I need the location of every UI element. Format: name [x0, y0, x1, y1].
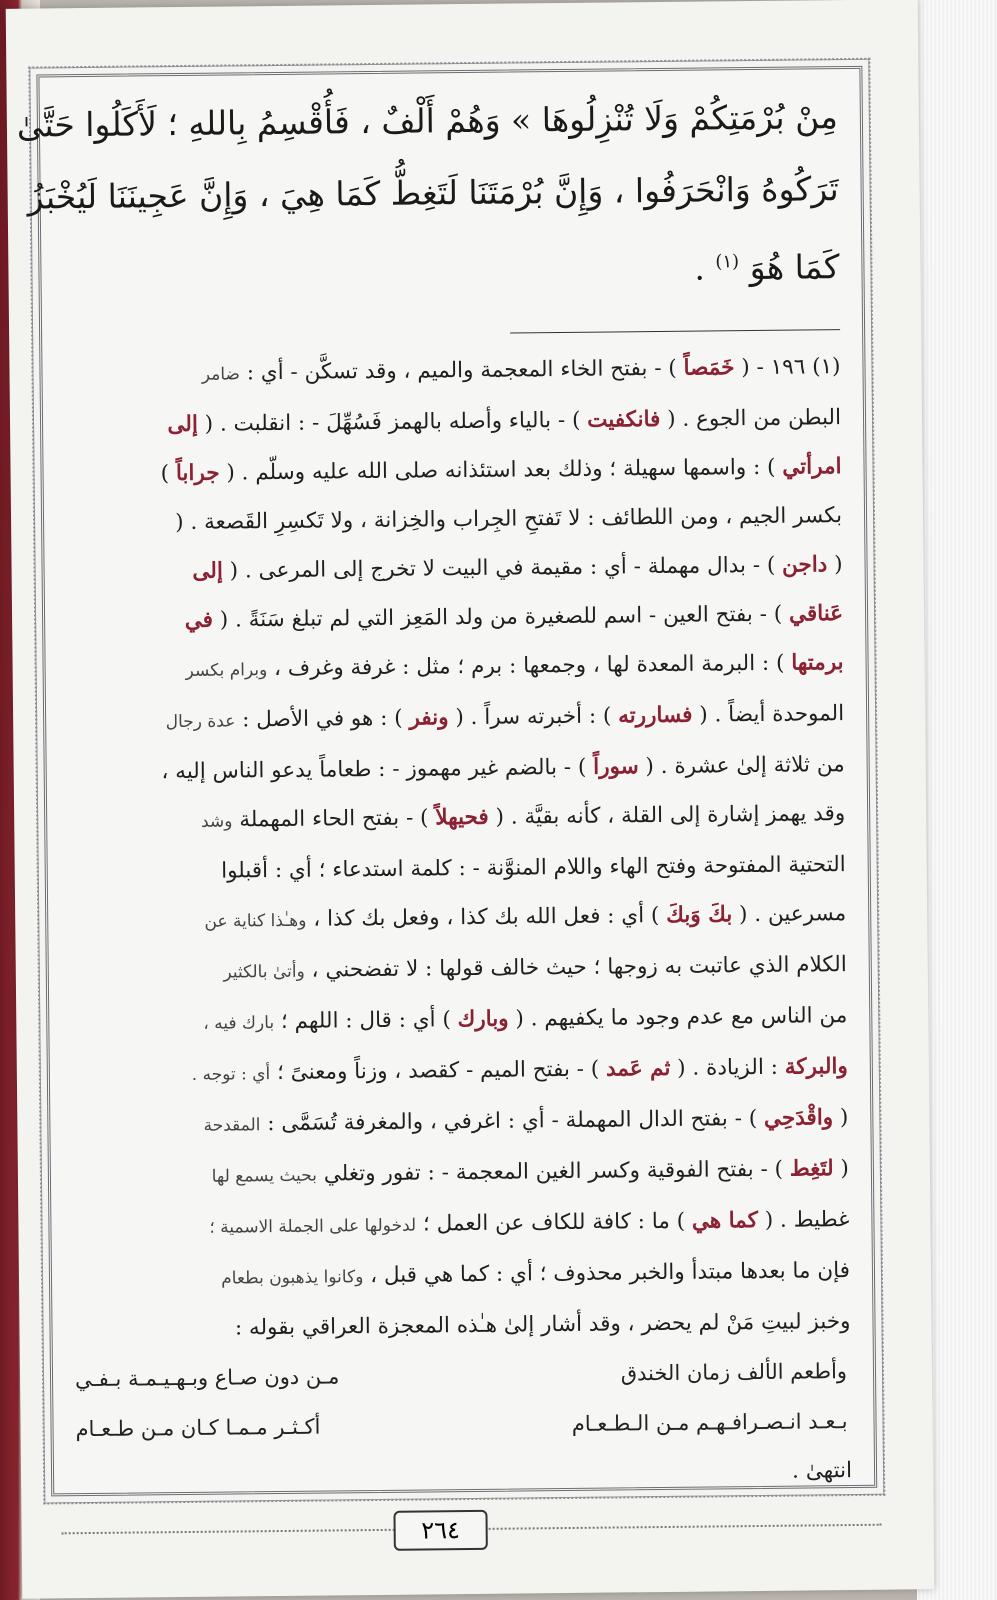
verse-1-left-hemistich: مـن دون صـاع وبـهـيـمـة بـفـي — [74, 1364, 340, 1392]
footnote-text: فإن ما بعدها مبتدأ والخبر محذوف ؛ أي : كما هي قبل ، — [363, 1258, 851, 1289]
footnote-text: ) : هو في الأصل : — [235, 705, 410, 733]
highlighted-term: عَناقي — [788, 601, 844, 627]
highlighted-term: واقْدَحِي — [763, 1105, 834, 1131]
footnote-ending: انتهىٰ . — [791, 1458, 853, 1484]
footnote-text: ) : واسمها سهيلة ؛ وذلك بعد استئذانه صلى الله عليه وسلّم . ( — [219, 454, 783, 486]
footnote-line — [61, 393, 841, 450]
footnote-line — [64, 689, 844, 748]
footnote-text: ) - بفتح الميم - كقصد ، وزناً ومعنىً ؛ — [270, 1056, 607, 1086]
highlighted-term: ونفر — [409, 705, 449, 731]
main-text-line-2: تَرَكُوهُ وَانْحَرَفُوا ، وَإِنَّ بُرْمَتَنَا لَتَغِطُّ كَمَا هِيَ ، وَإِنَّ عَجِينَنَا لَيُخْبَزُ — [27, 169, 839, 217]
highlighted-term: جراباً — [175, 460, 220, 487]
margin-text: ضامر — [201, 364, 241, 385]
footnote-line — [64, 740, 844, 797]
highlighted-term: برمتها — [791, 650, 844, 676]
footnote-line — [70, 1297, 850, 1354]
footnote-text: ) - بالياء وأصله بالهمز فَسُهِّلَ - : انقلبت . ( — [197, 407, 588, 437]
footnote-text: ) ما : كافة للكاف عن العمل ؛ — [416, 1208, 693, 1237]
verse-2-right-hemistich: بـعـد انـصـرافـهـم مـن الـطـعـام — [571, 1409, 848, 1436]
margin-text: وبرام بكسر — [185, 660, 268, 681]
footnote-text: ( — [827, 552, 843, 578]
footnote-text: ) أي : قال : اللهم ؛ — [273, 1007, 458, 1035]
verse-line-2 — [71, 1396, 851, 1454]
verse-1-right-hemistich: وأطعم الألف زمان الخندق — [620, 1359, 848, 1386]
verse-2-left-hemistich: أكـثـر مـمـا كـان مـن طـعـام — [75, 1414, 321, 1442]
footnote-line — [66, 889, 846, 948]
highlighted-term: فحيهلاً — [435, 804, 489, 831]
main-text-line-1: مِنْ بُرْمَتِكُمْ وَلَا تُنْزِلُوهَا » وَهُمْ أَلْفٌ ، فَأُقْسِمُ بِاللهِ ؛ لَأَكَلُوا حَتَّىٰ — [16, 97, 839, 145]
margin-text: وكانوا يذهبون بطعام — [221, 1267, 364, 1289]
main-text-line-3-text: كَمَا هُوَ — [749, 247, 840, 288]
page-content — [16, 81, 853, 1484]
highlighted-term: لتَغِط — [789, 1156, 834, 1182]
footnote-line — [67, 940, 847, 999]
footnote-text: ( — [832, 1105, 849, 1131]
footnote-text: ) - بالضم غير مهموز - : طعاماً يدعو الناس إليه ، — [161, 754, 594, 785]
footnotes — [60, 342, 850, 1354]
highlighted-term: والبركة — [784, 1054, 848, 1080]
footnote-text: ) - بفتح الفوقية وكسر الغين المعجمة - : تفور وتغلي — [316, 1156, 790, 1187]
footnote-divider — [510, 329, 840, 333]
footnote-text: (١) ١٩٦ - ( — [734, 354, 841, 381]
highlighted-term: كما هي — [691, 1208, 759, 1234]
highlighted-term: إلى — [192, 558, 224, 584]
highlighted-term: خَمَصاً — [683, 355, 735, 381]
highlighted-term: إلى — [167, 411, 199, 438]
highlighted-term: داجن — [781, 552, 828, 578]
footnote-line — [60, 342, 840, 401]
footnote-text: ) : البرمة المعدة لها ، وجمعها : برم ؛ مثل : غرفة وغرف ، — [267, 650, 792, 682]
decorative-frame — [16, 66, 877, 1497]
footnote-text: من الناس مع عدم وجود ما يكفيهم . ( — [508, 1003, 848, 1032]
margin-text: وشد — [200, 811, 233, 832]
book-page — [6, 0, 935, 1599]
margin-text: وأتىٰ بالكثير — [223, 961, 305, 983]
footnote-text: ) - بفتح الدال المهملة - أي : اغرفي ، والمغرفة تُسَمَّى : — [260, 1105, 765, 1137]
footnote-text: ) - بفتح الحاء المهملة — [232, 805, 436, 833]
footnote-text: وقد يهمز إشارة إلى القلة ، كأنه بقيَّة . ( — [488, 801, 846, 830]
footnote-text: غطيط . ( — [757, 1207, 850, 1234]
highlighted-term: فساررته — [618, 702, 693, 729]
footnote-text: من ثلاثة إلىٰ عشرة . ( — [638, 752, 845, 780]
footnote-text: ) - بفتح العين - اسم للصغيرة من ولد المَعِز التي لم تبلغ سَنَةً . ( — [212, 601, 790, 633]
highlighted-term: امرأتي — [782, 454, 842, 480]
highlighted-term: في — [184, 607, 214, 633]
footnote-reference: (١) — [715, 251, 740, 273]
footnote-text: ) : أخبرته سراً . ( — [448, 703, 619, 731]
footnote-line — [63, 638, 843, 697]
footnote-line — [70, 1246, 850, 1305]
margin-text: أي : توجه . — [191, 1064, 271, 1085]
footnote-text: الموحدة أيضاً . ( — [692, 701, 845, 728]
page-number: ٢٦٤ — [393, 1510, 487, 1551]
footnote-text: الكلام الذي عاتبت به زوجها ؛ حيث خالف قولها : لا تفضحني ، — [304, 952, 847, 983]
footnote-line — [61, 442, 841, 499]
footnote-text: التحتية المفتوحة وفتح الهاء واللام المنوَّنة - : كلمة استدعاء ؛ أي : أقبلوا — [221, 852, 846, 884]
footnote-line — [69, 1144, 849, 1203]
footnote-text: ) — [160, 461, 177, 487]
footnote-text: ) أي : فعل الله بك كذا ، وفعل بك كذا ، — [306, 902, 667, 932]
footnote-text: وخبز لبيتِ مَنْ لم يحضر ، وقد أشار إلىٰ هـٰذه المعجزة العراقي بقوله : — [234, 1309, 851, 1341]
footnote-text: مسرعين . ( — [732, 901, 847, 928]
highlighted-term: بكَ وَبكَ — [666, 902, 733, 928]
margin-text: بحيث يسمع لها — [211, 1165, 318, 1187]
footnote-line — [62, 491, 842, 548]
footnote-text: : الزيادة . ( — [670, 1054, 785, 1081]
footnote-line — [68, 1042, 848, 1101]
highlighted-term: ثم عَمد — [605, 1055, 671, 1082]
margin-text: عدة رجال — [165, 711, 236, 733]
footnote-line — [63, 589, 843, 646]
footnote-line — [65, 789, 845, 848]
highlighted-term: سوراً — [593, 754, 639, 780]
footnote-text: ) - بفتح الخاء المعجمة والميم ، وقد تسكَّن - أي : — [239, 355, 684, 386]
footnote-line — [68, 1093, 848, 1152]
footnote-line — [69, 1195, 849, 1254]
footnote-text: ) - بدال مهملة - أي : مقيمة في البيت لا تخرج إلى المرعى . ( — [222, 552, 783, 584]
margin-text: بارك فيه ، — [203, 1013, 275, 1034]
footnote-line — [62, 540, 842, 597]
footnote-text: ( — [833, 1156, 850, 1182]
footnote-text: بكسر الجيم ، ومن اللطائف : لا تَفتحِ الجِراب والخِزانة ، ولا تَكسِرِ القَصعة . ( — [175, 503, 843, 536]
main-text-line-3: كَمَا هُوَ $^{(١)}$ . — [694, 247, 840, 288]
footnote-text: البطن من الجوع . ( — [660, 405, 842, 432]
margin-text: المقدحة — [203, 1115, 261, 1136]
verse-line-1 — [71, 1346, 851, 1404]
margin-text: لدخولها على الجملة الاسمية ؛ — [209, 1215, 417, 1238]
highlighted-term: فانكفيت — [587, 406, 661, 433]
footnote-line — [65, 840, 845, 897]
margin-text: وهـٰذا كناية عن — [204, 910, 307, 932]
footnote-line — [67, 991, 847, 1050]
highlighted-term: وبارك — [457, 1006, 509, 1033]
